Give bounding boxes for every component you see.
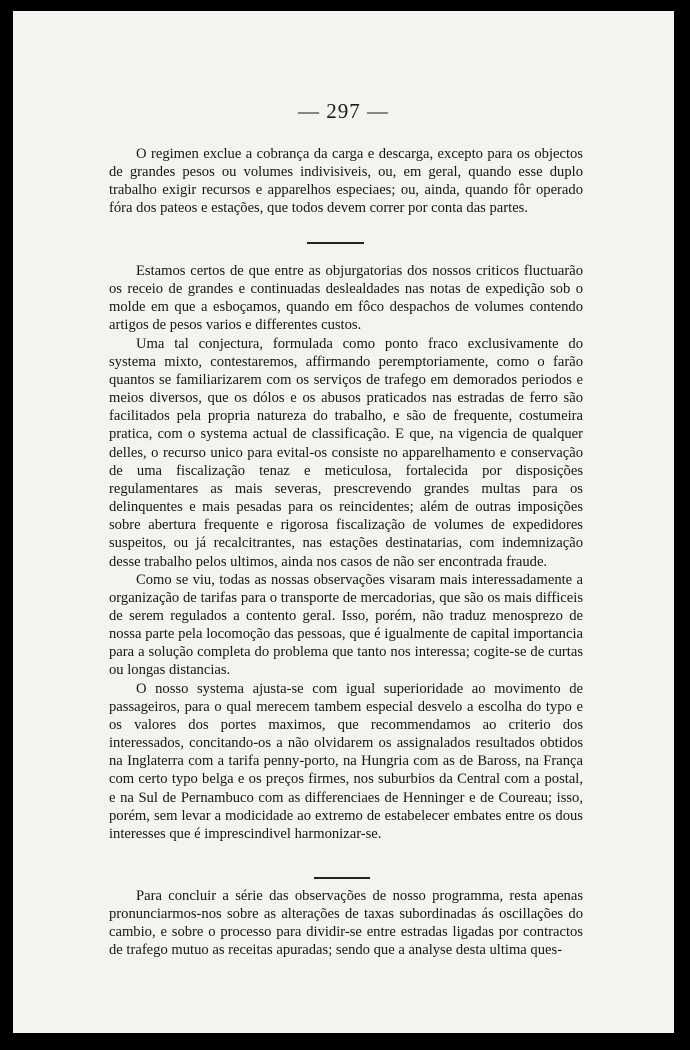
section-systema-mixto [109, 262, 583, 843]
paragraph: Uma tal conjectura, formulada como ponto fraco exclusivamente do systema mixto, contestaremos, affirmando peremptoriamente, como o farão quantos se familiarizarem com os serviços de trafego em demorados periodos e meios diversos, que os dólos e os abusos praticados nas estradas de ferro são facilitados pela propria natureza do trabalho, e são de frequente, costumeira pratica, com o systema actual de classificação. E que, na vigencia de qualquer delles, o recurso unico para evital-os consiste no apparelhamento e conservação de uma fiscalização tenaz e meticulosa, fortalecida por disposições regulamentares as mais severas, prescrevendo grandes multas para os delinquentes e mais pesadas para os reincidentes; além de outras imposições sobre abertura frequente e rigorosa fiscalização de volumes de expedidores suspeitos, ou já recalcitrantes, nas estações destinatarias, com indemnização desse trabalho pelos ultimos, ainda nos casos de não ser encontrada fraude. [109, 335, 583, 570]
section-regimen [109, 145, 583, 218]
paragraph: Como se viu, todas as nossas observações visaram mais interessadamente a organização de tarifas para o transporte de mercadorias, que são os mais difficeis de serem regulados a contento geral. Isso, porém, não traduz menosprezo de nossa parte pela locomoção das pessoas, que é igualmente de capital importancia para a solução completa do problema que tanto nos interessa; cogite-se de curtas ou longas distancias. [109, 571, 583, 679]
section-conclusion [109, 887, 583, 960]
paragraph: O regimen exclue a cobrança da carga e descarga, excepto para os objectos de grandes pesos ou volumes indivisiveis, ou, em geral, quando esse duplo trabalho exigir recursos e apparelhos especiaes; ou, ainda, quando fôr operado fóra dos pateos e estações, que todos devem correr por conta das partes. [109, 146, 583, 217]
section-divider [314, 877, 370, 879]
paragraph: O nosso systema ajusta-se com igual superioridade ao movimento de passageiros, para o qual merecem tambem especial desvelo a escolha do typo e os valores dos portes maximos, que recommendamos ao criterio dos interessados, concitando-os a não olvidarem os assignalados resultados obtidos na Inglaterra com a tarifa penny-porto, na Hungria com as de Baross, na França com certo typo belga e os preços firmes, nos suburbios da Central com a postal, e na Sul de Pernambuco com as differenciaes de Henninger e de Coureau; isso, porém, sem levar a modicidade ao extremo de estabelecer embates entre os dous interesses que é imprescindivel harmonizar-se. [109, 680, 583, 842]
book-page [13, 11, 674, 1033]
paragraph: Para concluir a série das observações de nosso programma, resta apenas pronunciarmos-nos sobre as alterações de taxas subordinadas ás oscillações do cambio, e sobre o processo para dividir-se entre estradas ligadas por contractos de trafego mutuo as receitas apuradas; sendo que a analyse desta ultima ques- [109, 888, 583, 959]
paragraph: Estamos certos de que entre as objurgatorias dos nossos criticos fluctuarão os receio de grandes e continuadas deslealdades nas notas de expedição sob o molde em que a esboçamos, quando em fôco despachos de volumes contendo artigos de pesos varios e differentes custos. [109, 263, 583, 334]
page-number: — 297 — [298, 99, 389, 123]
section-divider [307, 242, 364, 244]
